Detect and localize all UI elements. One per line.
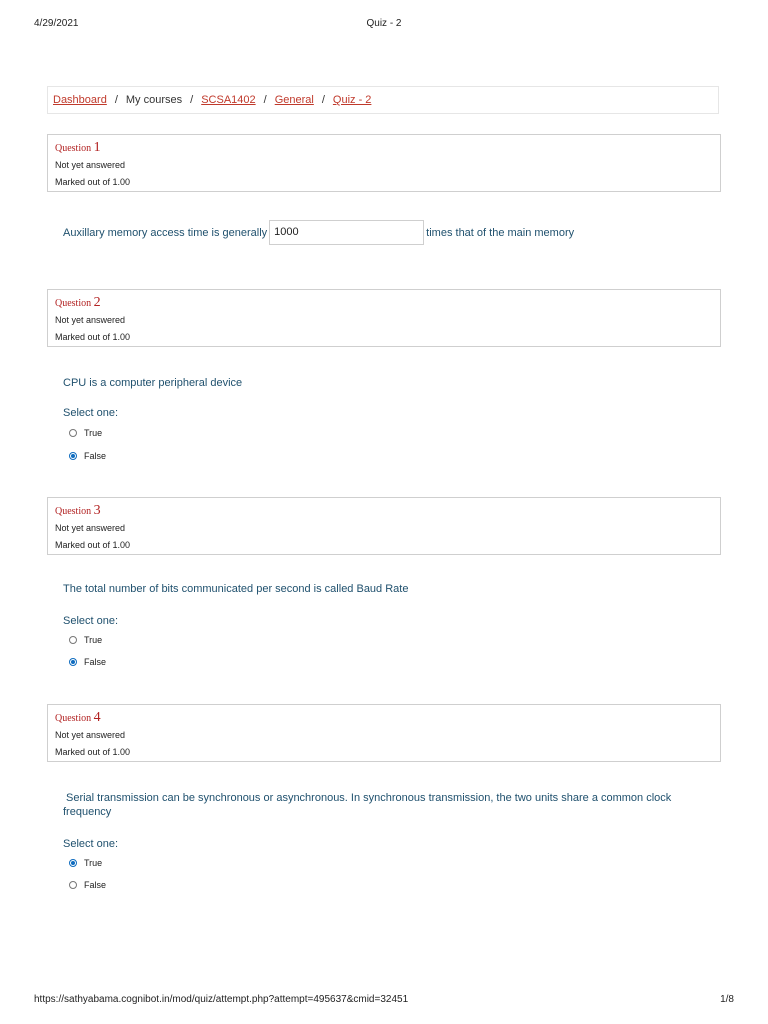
breadcrumb [47,86,719,114]
question-4-text-line-1: Serial transmission can be synchronous or asynchronous. In synchronous transmission, the two units share a common clock [66,792,672,804]
radio-button[interactable] [69,429,77,437]
breadcrumb-quiz-link[interactable]: Quiz - 2 [332,94,372,106]
question-3-option-true[interactable] [69,635,102,645]
question-grade: Marked out of 1.00 [55,747,131,757]
breadcrumb-separator: / [321,94,325,106]
option-label: False [84,657,107,667]
question-label: Question [55,143,92,154]
question-number: 1 [93,140,101,155]
radio-button[interactable] [69,658,77,666]
question-3-heading [55,502,713,520]
question-1-info [47,134,721,192]
question-1-text [63,220,574,245]
question-4-heading [55,709,713,727]
question-3-text: The total number of bits communicated per second is called Baud Rate [63,583,409,595]
question-1-answer-input[interactable]: 1000 [269,220,424,245]
question-3-option-false[interactable] [69,657,106,667]
question-number: 3 [93,503,101,518]
radio-button[interactable] [69,859,77,867]
breadcrumb-general-link[interactable]: General [274,94,314,106]
option-label: True [84,858,103,868]
question-1-text-before: Auxillary memory access time is generally [63,226,268,239]
option-label: True [84,428,103,438]
question-label: Question [55,298,92,309]
question-1-text-after: times that of the main memory [426,226,575,239]
select-one-label: Select one: [63,407,119,419]
radio-button[interactable] [69,881,77,889]
question-4-text-line-2: frequency [63,806,112,818]
option-label: False [84,451,107,461]
select-one-label: Select one: [63,615,119,627]
breadcrumb-separator: / [263,94,267,106]
question-grade: Marked out of 1.00 [55,177,131,187]
question-number: 2 [93,295,101,310]
breadcrumb-my-courses: My courses [125,94,183,106]
question-number: 4 [93,710,101,725]
question-state: Not yet answered [55,315,126,325]
question-label: Question [55,713,92,724]
print-url: https://sathyabama.cognibot.in/mod/quiz/attempt.php?attempt=495637&cmid=32451 [34,994,409,1005]
breadcrumb-separator: / [190,94,194,106]
question-2-heading [55,294,713,312]
breadcrumb-separator: / [114,94,118,106]
question-label: Question [55,506,92,517]
question-4-option-false[interactable] [69,880,106,890]
option-label: True [84,635,103,645]
question-grade: Marked out of 1.00 [55,332,131,342]
question-3-info [47,497,721,555]
question-4-info [47,704,721,762]
print-date: 4/29/2021 [34,18,79,29]
question-grade: Marked out of 1.00 [55,540,131,550]
option-label: False [84,880,107,890]
question-state: Not yet answered [55,523,126,533]
question-state: Not yet answered [55,730,126,740]
question-state: Not yet answered [55,160,126,170]
radio-button[interactable] [69,636,77,644]
question-4-option-true[interactable] [69,858,102,868]
question-2-text: CPU is a computer peripheral device [63,377,243,389]
select-one-label: Select one: [63,838,119,850]
print-title: Quiz - 2 [366,18,402,29]
question-1-heading [55,139,713,157]
print-page-number: 1/8 [720,994,734,1005]
breadcrumb-dashboard-link[interactable]: Dashboard [53,94,107,106]
breadcrumb-course-link[interactable]: SCSA1402 [201,94,256,106]
question-2-option-true[interactable] [69,428,102,438]
radio-button[interactable] [69,452,77,460]
question-2-option-false[interactable] [69,451,106,461]
question-2-info [47,289,721,347]
